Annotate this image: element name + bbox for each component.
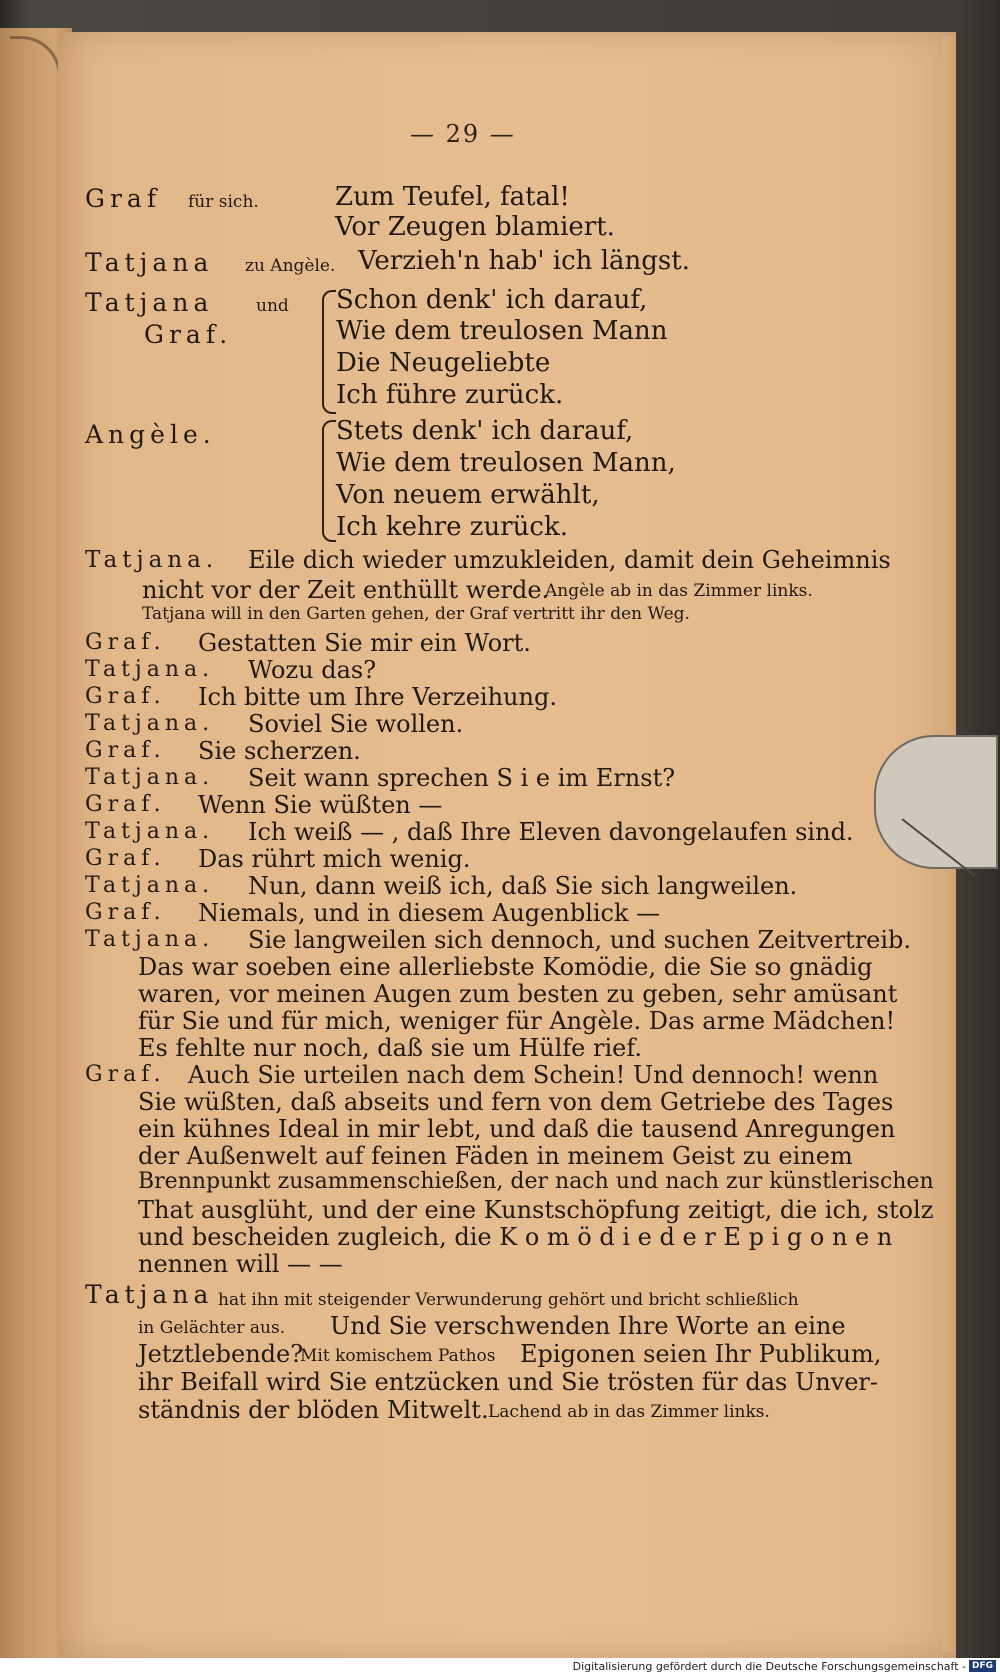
brace (322, 290, 336, 414)
verse-line: Ich kehre zurück. (336, 512, 569, 542)
conjunction: und (256, 296, 289, 316)
stage-direction: Mit komischem Pathos (300, 1346, 496, 1366)
dialogue-text: That ausglüht, und der eine Kunstschöpfung zeitigt, die ich, stolz (138, 1196, 934, 1224)
verse-line: Vor Zeugen blamiert. (335, 212, 615, 242)
speaker-graf: Graf. (85, 630, 166, 655)
dialogue-text: Es fehlte nur noch, daß sie um Hülfe rief. (138, 1034, 643, 1062)
speaker-tatjana: Tatjana (85, 248, 214, 277)
verse-line: Verzieh'n hab' ich längst. (358, 246, 690, 276)
dfg-logo: DFG (969, 1660, 996, 1672)
dialogue-text: Ich bitte um Ihre Verzeihung. (198, 683, 557, 711)
dialogue-text: und bescheiden zugleich, die K o m ö d i e d e r E p i g o n e n (138, 1223, 893, 1251)
dialogue-text: Das rührt mich wenig. (198, 845, 471, 873)
dialogue-text: Auch Sie urteilen nach dem Schein! Und dennoch! wenn (188, 1061, 879, 1089)
dialogue-text: Das war soeben eine allerliebste Komödie, die Sie so gnädig (138, 953, 873, 981)
verse-line: Die Neugeliebte (336, 348, 551, 378)
page-number: — 29 — (410, 120, 516, 148)
speaker-graf: Graf. (85, 738, 166, 763)
dialogue-text: nennen will — — (138, 1250, 343, 1278)
stage-direction: Tatjana will in den Garten gehen, der Graf vertritt ihr den Weg. (142, 604, 690, 624)
speaker-graf: Graf. (85, 1062, 166, 1087)
stage-direction: Lachend ab in das Zimmer links. (488, 1402, 770, 1422)
stage-direction: hat ihn mit steigender Verwunderung gehört und bricht schließlich (218, 1290, 799, 1310)
verse-line: Zum Teufel, fatal! (335, 182, 570, 212)
dialogue-text: Brennpunkt zusammenschießen, der nach und nach zur künstlerischen (138, 1169, 934, 1194)
dialogue-text: Gestatten Sie mir ein Wort. (198, 629, 531, 657)
stage-direction: in Gelächter aus. (138, 1318, 286, 1338)
speaker-tatjana: Tatjana. (85, 657, 215, 682)
dialogue-text: Eile dich wieder umzukleiden, damit dein Geheimnis (248, 546, 891, 574)
verse-line: Schon denk' ich darauf, (336, 285, 648, 315)
speaker-tatjana: Tatjana. (85, 547, 219, 573)
dialogue-text: Ich weiß — , daß Ihre Eleven davongelaufen sind. (248, 818, 854, 846)
speaker-angele: Angèle. (85, 420, 216, 449)
bookmark-tab (874, 735, 998, 869)
dialogue-text: Nun, dann weiß ich, daß Sie sich langweilen. (248, 872, 798, 900)
speaker-graf: Graf. (85, 792, 166, 817)
dialogue-text: ihr Beifall wird Sie entzücken und Sie trösten für das Unver- (138, 1368, 878, 1396)
dialogue-text: ständnis der blöden Mitwelt. (138, 1396, 489, 1424)
dialogue-text: nicht vor der Zeit enthüllt werde. (142, 576, 550, 604)
footer-credit: Digitalisierung gefördert durch die Deutsche Forschungsgemeinschaft - (572, 1660, 966, 1673)
verse-line: Ich führe zurück. (336, 380, 564, 410)
dialogue-text: der Außenwelt auf feinen Fäden in meinem Geist zu einem (138, 1142, 853, 1170)
dialogue-text: Wozu das? (248, 656, 377, 684)
dialogue-text: Wenn Sie wüßten — (198, 791, 443, 819)
dialogue-text: Jetztlebende? (138, 1340, 304, 1368)
speaker-tatjana: Tatjana. (85, 873, 215, 898)
speaker-graf: Graf (85, 184, 162, 213)
dialogue-text: Sie wüßten, daß abseits und fern von dem Getriebe des Tages (138, 1088, 894, 1116)
verse-line: Wie dem treulosen Mann (336, 316, 668, 346)
dialogue-text: waren, vor meinen Augen zum besten zu geben, sehr amüsant (138, 980, 898, 1008)
dialogue-text: für Sie und für mich, weniger für Angèle. Das arme Mädchen! (138, 1007, 896, 1035)
speaker-tatjana: Tatjana. (85, 819, 215, 844)
brace (322, 420, 336, 542)
verse-line: Von neuem erwählt, (336, 480, 600, 510)
stage-direction: zu Angèle. (245, 256, 336, 276)
speaker-graf: Graf. (85, 684, 166, 709)
dialogue-text: Und Sie verschwenden Ihre Worte an eine (330, 1312, 846, 1340)
dialogue-text: Soviel Sie wollen. (248, 710, 464, 738)
speaker-tatjana: Tatjana. (85, 927, 215, 952)
stage-direction: Angèle ab in das Zimmer links. (545, 581, 813, 601)
speaker-graf: Graf. (85, 900, 166, 925)
speaker-tatjana: Tatjana. (85, 711, 215, 736)
speaker-tatjana: Tatjana. (85, 765, 215, 790)
dialogue-text: Niemals, und in diesem Augenblick — (198, 899, 661, 927)
verse-line: Stets denk' ich darauf, (336, 416, 634, 446)
dialogue-text: Seit wann sprechen S i e im Ernst? (248, 764, 676, 792)
dialogue-text: Sie scherzen. (198, 737, 361, 765)
dialogue-text: Epigonen seien Ihr Publikum, (520, 1340, 882, 1368)
verse-line: Wie dem treulosen Mann, (336, 448, 676, 478)
footer-bar (0, 1658, 1000, 1676)
speaker-tatjana: Tatjana (85, 1280, 214, 1309)
speaker-tatjana: Tatjana (85, 288, 214, 317)
speaker-graf: Graf. (85, 846, 166, 871)
speaker-graf: Graf. (144, 320, 233, 349)
dialogue-text: ein kühnes Ideal in mir lebt, und daß die tausend Anregungen (138, 1115, 896, 1143)
dialogue-text: Sie langweilen sich dennoch, und suchen Zeitvertreib. (248, 926, 912, 954)
stage-direction: für sich. (188, 192, 259, 212)
